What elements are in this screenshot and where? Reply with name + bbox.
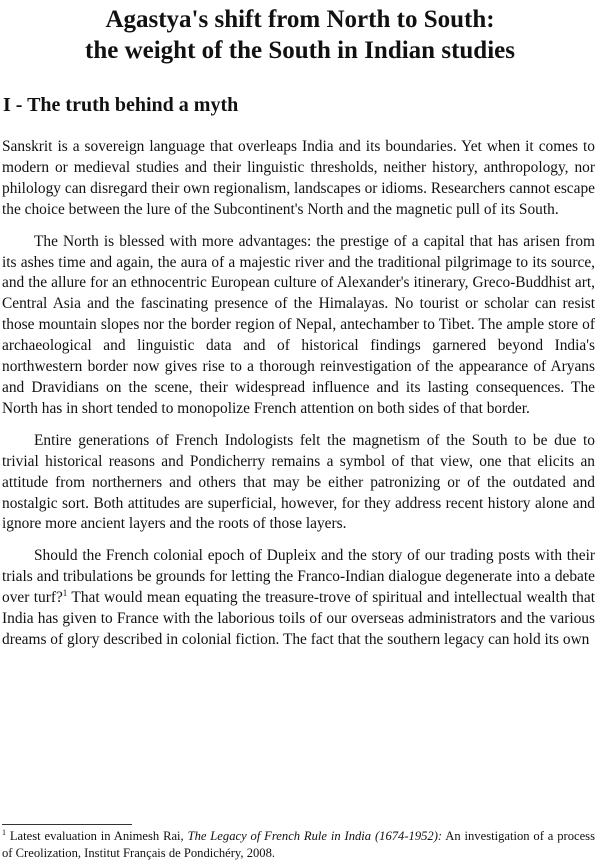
page-title xyxy=(0,4,600,66)
paragraph-text-continued: That would mean equating the treasure-trove of spiritual and intellectual wealth that India has given to France with the laborious toils of our overseas administrators and the various dreams of glory described in colonial fiction. The fact that the southern legacy can hold its own xyxy=(2,589,595,648)
paragraph-4 xyxy=(2,546,595,651)
paragraph-text: Entire generations of French Indologists felt the magnetism of the South to be due to trivial historical reasons and Pondicherry remains a symbol of that view, one that elicits an attitude from northerners and others that may be either patronizing or of the outdated and nostalgic sort. Both attitudes are superficial, however, for they address recent history alone and ignore more ancient layers and the roots of those layers. xyxy=(2,431,595,533)
footnote-divider xyxy=(2,824,132,825)
footnote-text-continued: An investigation of a process of Creolization, Institut Français de Pondichéry, 2008. xyxy=(2,829,595,860)
footnote-book-title: The Legacy of French Rule in India (1674-1952): xyxy=(187,829,443,843)
paragraph-2 xyxy=(2,232,595,420)
paragraph-3 xyxy=(2,431,595,536)
paragraph-text: Sanskrit is a sovereign language that overleaps India and its boundaries. Yet when it comes to modern or medieval studies and their linguistic thresholds, neither history, anthropology, nor philology can disregard their own regionalism, landscapes or idioms. Researchers cannot escape the choice between the lure of the Subcontinent's North and the magnetic pull of its South. xyxy=(2,138,595,218)
title-line-1: Agastya's shift from North to South: xyxy=(105,6,495,33)
body-text xyxy=(2,137,595,662)
footnote-text: Latest evaluation in Animesh Rai, xyxy=(6,829,188,843)
paragraph-1 xyxy=(2,137,595,221)
paragraph-text: Should the French colonial epoch of Dupleix and the story of our trading posts with their trials and tribulations be grounds for letting the Franco-Indian dialogue degenerate into a debate over turf? xyxy=(2,547,595,607)
footnote-marker: 1 xyxy=(2,827,6,837)
section-heading: I - The truth behind a myth xyxy=(3,94,239,116)
footnote xyxy=(2,828,595,862)
title-line-2: the weight of the South in Indian studies xyxy=(85,37,515,64)
paragraph-text: The North is blessed with more advantages: the prestige of a capital that has arisen from its ashes time and again, the aura of a majestic river and the traditional pilgrimage to its source, and the allure for an ethnocentric European culture of Alexander's itinerary, Greco-Buddhist art, Central Asia and the fascinating presence of the Himalayas. No tourist or scholar can resist those mountain slopes nor the border region of Nepal, antechamber to Tibet. The ample store of archaeological and linguistic data and of historical findings garnered beyond India's northwestern border now gives rise to a thorough reinvestigation of the appearance of Aryans and Dravidians on the scene, their widespread influence and its lasting consequences. The North has in short tended to monopolize French attention on both sides of that border. xyxy=(2,232,595,417)
footnote-reference[interactable]: 1 xyxy=(62,588,68,598)
